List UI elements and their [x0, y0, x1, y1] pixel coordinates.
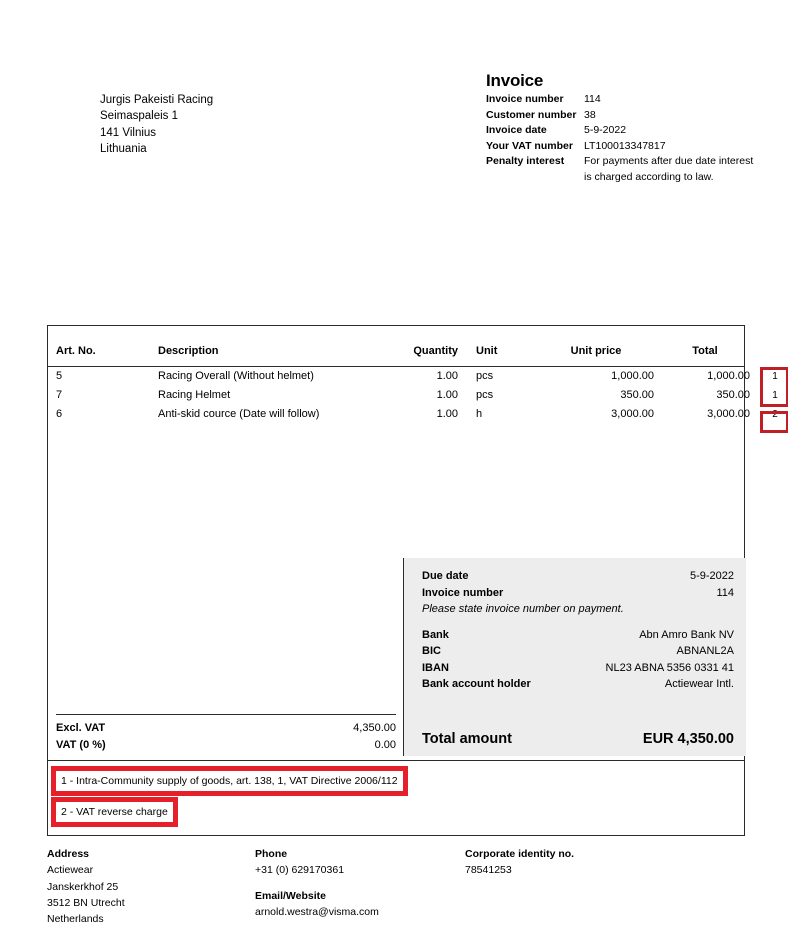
- payment-iban-label: IBAN: [422, 661, 449, 674]
- totals-vat-label: VAT (0 %): [56, 739, 106, 751]
- table-row: [48, 367, 778, 386]
- cell-footnote-marker: 1: [772, 390, 778, 401]
- footer-address-heading: Address: [47, 848, 90, 860]
- payment-bank-label: Bank: [422, 628, 449, 641]
- cell-unit-price: 350.00: [620, 389, 654, 401]
- footer-contact-column: [255, 846, 379, 920]
- cell-total: 3,000.00: [707, 408, 750, 420]
- footer-address-line: Netherlands: [47, 913, 104, 926]
- payment-account-holder-label: Bank account holder: [422, 678, 531, 690]
- totals-excl-vat-label: Excl. VAT: [56, 722, 106, 734]
- meta-row-customer-number: [486, 108, 756, 124]
- payment-due-date: [422, 568, 734, 585]
- invoice-table-frame: [47, 325, 778, 836]
- payment-bic-label: BIC: [422, 645, 441, 657]
- customer-address-line: Seimaspaleis 1: [100, 110, 178, 123]
- payment-account-holder: [422, 676, 734, 693]
- column-header-quantity: Quantity: [413, 345, 458, 357]
- payment-iban: [422, 660, 734, 677]
- payment-bic: [422, 643, 734, 660]
- total-amount-row: [403, 722, 746, 756]
- column-header-total: Total: [692, 345, 718, 357]
- cell-total: 350.00: [716, 389, 750, 401]
- meta-value: For payments after due date interest is charged according to law.: [584, 155, 754, 183]
- payment-invoice-number-label: Invoice number: [422, 586, 504, 599]
- meta-row-invoice-number: [486, 92, 756, 108]
- totals-summary: [56, 714, 396, 754]
- cell-quantity: 1.00: [436, 408, 458, 420]
- payment-note: Please state invoice number on payment.: [422, 603, 624, 615]
- footer-address-line: Janskerkhof 25: [47, 880, 119, 893]
- meta-value: LT100013347817: [584, 139, 666, 152]
- footer-email-value[interactable]: arnold.westra@visma.com: [255, 905, 379, 918]
- column-header-art-no: Art. No.: [56, 345, 96, 357]
- total-amount-label: Total amount: [422, 731, 512, 747]
- totals-vat: [56, 737, 396, 754]
- payment-details-panel: [403, 558, 746, 743]
- cell-art-no: 5: [56, 370, 63, 382]
- footer-phone-heading: Phone: [255, 848, 288, 860]
- payment-due-date-value: 5-9-2022: [689, 570, 734, 582]
- table-header-row: [48, 326, 744, 367]
- cell-unit-price: 1,000.00: [611, 370, 654, 382]
- payment-invoice-number-value: 114: [716, 586, 734, 599]
- meta-row-invoice-date: [486, 123, 756, 139]
- cell-unit: pcs: [476, 389, 494, 401]
- cell-description: Anti-skid cource (Date will follow): [158, 408, 320, 420]
- meta-row-vat-number: [486, 139, 756, 155]
- meta-value: 114: [584, 93, 601, 105]
- payment-iban-value: NL23 ABNA 5356 0331 41: [605, 661, 734, 674]
- footer-address-column: [47, 846, 125, 927]
- footer-address-line: 3512 BN Utrecht: [47, 896, 125, 909]
- cell-quantity: 1.00: [436, 389, 458, 401]
- customer-address-line: Jurgis Pakeisti Racing: [100, 94, 214, 106]
- column-header-unit: Unit: [476, 345, 498, 357]
- cell-footnote-marker: 1: [772, 371, 778, 382]
- cell-unit: h: [476, 408, 483, 420]
- meta-label: Invoice number: [486, 93, 564, 105]
- totals-excl-vat-value: 4,350.00: [353, 722, 396, 734]
- cell-unit: pcs: [476, 370, 494, 382]
- column-header-unit-price: Unit price: [570, 345, 622, 357]
- line-items: [48, 367, 778, 424]
- customer-address-line: Lithuania: [100, 143, 147, 156]
- total-amount-value: EUR 4,350.00: [642, 731, 734, 747]
- cell-quantity: 1.00: [436, 370, 458, 382]
- meta-label: Penalty interest: [486, 155, 565, 168]
- meta-label: Your VAT number: [486, 139, 573, 152]
- payment-due-date-label: Due date: [422, 570, 469, 582]
- payment-account-holder-value: Actiewear Intl.: [664, 678, 734, 690]
- table-row: [48, 405, 778, 424]
- meta-value: 38: [584, 108, 596, 121]
- column-header-description: Description: [158, 345, 219, 357]
- footer-corporate-column: [465, 846, 574, 879]
- customer-address-block: [100, 92, 213, 158]
- totals-excl-vat: [56, 720, 396, 737]
- meta-label: Invoice date: [486, 124, 547, 137]
- invoice-header: [486, 71, 756, 186]
- cell-art-no: 7: [56, 389, 63, 401]
- meta-value: 5-9-2022: [584, 124, 627, 137]
- payment-invoice-number: [422, 585, 734, 602]
- table-row: [48, 386, 778, 405]
- footnote-item: 2 - VAT reverse charge: [51, 797, 178, 827]
- totals-divider: [48, 760, 744, 761]
- payment-bic-value: ABNANL2A: [676, 645, 734, 657]
- meta-row-penalty-interest: [486, 154, 756, 185]
- totals-vat-value: 0.00: [374, 739, 396, 751]
- cell-description: Racing Overall (Without helmet): [158, 370, 314, 382]
- cell-description: Racing Helmet: [158, 389, 231, 401]
- meta-label: Customer number: [486, 108, 577, 121]
- page-title: Invoice: [486, 71, 544, 90]
- cell-footnote-marker: 2: [772, 409, 778, 420]
- footer-corporate-value: 78541253: [465, 864, 512, 877]
- footer-address-line: Actiewear: [47, 864, 94, 877]
- customer-address-line: 141 Vilnius: [100, 126, 157, 139]
- footer-phone-value: +31 (0) 629170361: [255, 864, 345, 877]
- cell-art-no: 6: [56, 408, 63, 420]
- footnote-item: 1 - Intra-Community supply of goods, art. 138, 1, VAT Directive 2006/112: [51, 766, 408, 796]
- footer-corporate-heading: Corporate identity no.: [465, 848, 575, 860]
- payment-bank-value: Abn Amro Bank NV: [639, 628, 734, 641]
- cell-unit-price: 3,000.00: [611, 408, 654, 420]
- payment-bank: [422, 627, 734, 644]
- cell-total: 1,000.00: [707, 370, 750, 382]
- footer-email-heading: Email/Website: [255, 889, 326, 902]
